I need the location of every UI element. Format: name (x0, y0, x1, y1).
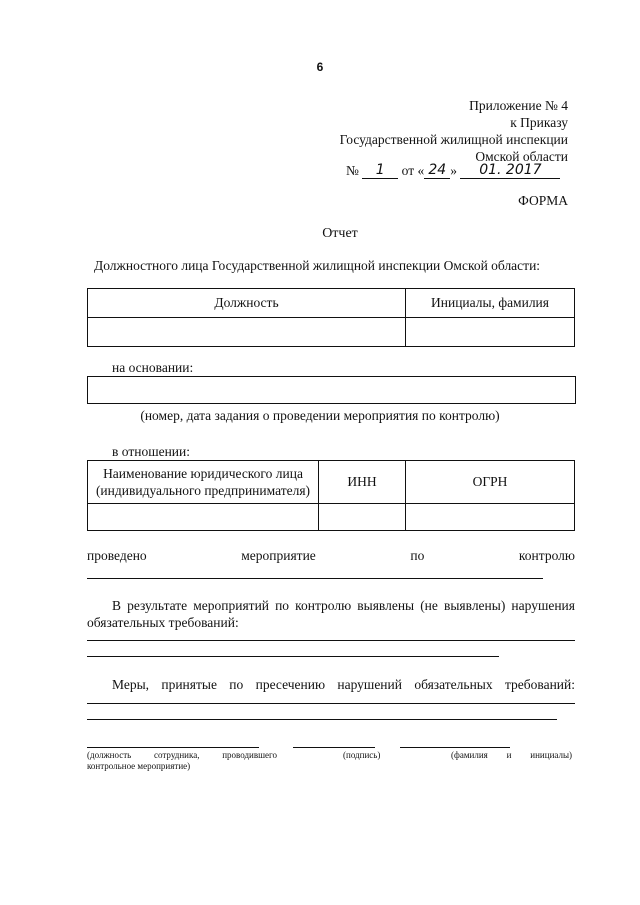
report-title: Отчет (322, 226, 358, 241)
header-inn: ИНН (319, 461, 406, 504)
signature-caption: (подпись) (343, 750, 381, 760)
results-text: В результате мероприятий по контролю выявлены (не выявлены) нарушения обязательных требований: (87, 598, 575, 630)
position-signature-line[interactable] (87, 747, 259, 748)
report-subtitle: Должностного лица Государственной жилищной инспекции Омской области: (94, 258, 541, 273)
name-caption: (фамилия и инициалы) (451, 750, 572, 760)
basis-label: на основании: (112, 360, 194, 375)
cell-position[interactable] (88, 318, 406, 347)
order-day: 24 (424, 163, 450, 179)
header-initials: Инициалы, фамилия (406, 289, 575, 318)
form-label: ФОРМА (518, 193, 568, 208)
conducted-word-1: проведено (87, 548, 147, 563)
measures-text: Меры, принятые по пресечению нарушений обязательных требований: (112, 677, 575, 692)
official-table (87, 288, 575, 347)
cell-entity-name[interactable] (88, 504, 319, 531)
conducted-line (87, 548, 575, 564)
conducted-fill-line[interactable] (87, 578, 543, 579)
appendix-title: Приложение № 4 (469, 98, 568, 113)
signature-line[interactable] (293, 747, 375, 748)
order-reference: к Приказу (510, 115, 568, 130)
number-sign: № (346, 163, 359, 178)
name-signature-line[interactable] (400, 747, 510, 748)
basis-field[interactable] (87, 376, 576, 404)
table-row (88, 289, 575, 318)
conducted-word-4: контролю (518, 548, 575, 563)
conducted-word-2: мероприятие (241, 548, 316, 563)
entity-table (87, 460, 575, 531)
inspection-name: Государственной жилищной инспекции (339, 132, 568, 147)
position-caption: (должность сотрудника, проводившего контрольное мероприятие) (87, 750, 277, 771)
results-fill-line-2[interactable] (87, 656, 499, 657)
cell-ogrn[interactable] (406, 504, 575, 531)
cell-inn[interactable] (319, 504, 406, 531)
order-number: 1 (362, 163, 398, 179)
measures-fill-line-1[interactable] (87, 703, 575, 704)
header-position: Должность (88, 289, 406, 318)
basis-caption: (номер, дата задания о проведении мероприятия по контролю) (140, 408, 500, 423)
conducted-word-3: по (410, 548, 425, 563)
region-name: Омской области (475, 149, 568, 164)
header-entity-name: Наименование юридического лица (индивидуального предпринимателя) (88, 461, 319, 504)
order-month-year: 01. 2017 (460, 163, 560, 179)
table-row (88, 461, 575, 504)
date-prefix: от « (401, 163, 425, 178)
table-row (88, 504, 575, 531)
page-number: 6 (316, 60, 324, 74)
date-close: » (450, 163, 457, 178)
cell-initials[interactable] (406, 318, 575, 347)
regarding-label: в отношении: (112, 444, 191, 459)
header-ogrn: ОГРН (406, 461, 575, 504)
table-row (88, 318, 575, 347)
results-fill-line-1[interactable] (87, 640, 575, 641)
measures-fill-line-2[interactable] (87, 719, 557, 720)
order-number-date (346, 163, 560, 179)
